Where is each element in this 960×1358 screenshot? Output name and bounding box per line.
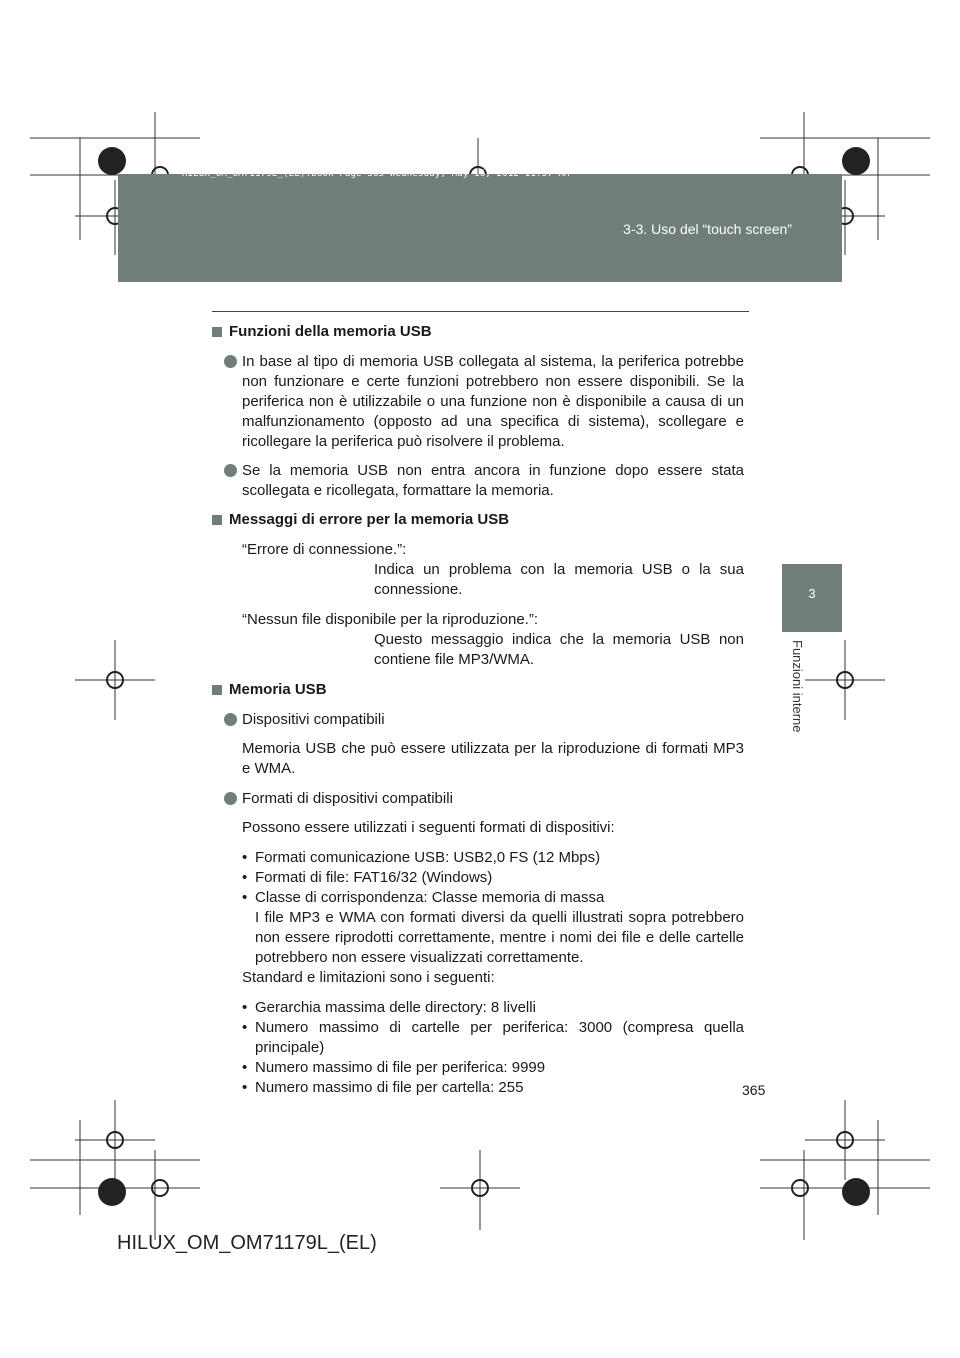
list-item: • Numero massimo di file per cartella: 255 [242,1079,524,1096]
chapter-label: Funzioni interne [790,640,805,733]
round-bullet-icon [224,464,237,477]
error-message: “Nessun file disponibile per la riproduzione.”: [242,611,538,628]
list-item: • Numero massimo di file per periferica: 9999 [242,1059,546,1076]
round-bullet-icon [224,713,237,726]
divider [212,311,749,312]
square-bullet-icon [212,515,222,525]
heading-usb-functions: Funzioni della memoria USB [212,322,744,342]
chapter-tab: 3 [782,564,842,632]
bullet-item: Dispositivi compatibili [212,710,744,730]
page-number: 365 [742,1082,766,1098]
manual-code: HILUX_OM_OM71179L_(EL) [117,1232,377,1254]
list-item: • Numero massimo di cartelle per periferica: 3000 (compresa quella principale) [242,1019,744,1056]
paragraph: Memoria USB che può essere utilizzata per la riproduzione di formati MP3 e WMA. [242,740,744,777]
list-item: • Formati comunicazione USB: USB2,0 FS (12 Mbps) [242,849,601,866]
bullet-item: Formati di dispositivi compatibili [212,789,744,809]
heading-usb-memory: Memoria USB [212,680,744,700]
list-item: • Gerarchia massima delle directory: 8 livelli [242,999,536,1016]
heading-errors: Messaggi di errore per la memoria USB [212,510,744,530]
paragraph: Possono essere utilizzati i seguenti formati di dispositivi: [242,819,615,836]
error-message: “Errore di connessione.”: [242,541,407,558]
section-title: 3-3. Uso del “touch screen” [623,221,792,237]
error-description: Indica un problema con la memoria USB o la sua connessione. [374,561,744,598]
paragraph: Standard e limitazioni sono i seguenti: [242,969,495,986]
list-item: • Formati di file: FAT16/32 (Windows) [242,869,493,886]
limits-list [212,998,744,1098]
book-stamp: HILUX_OM_OM71179L_(EL).book Page 365 Wednesday, May 16, 2012 11:37 AM [182,169,570,179]
list-note: I file MP3 e WMA con formati diversi da quelli illustrati sopra potrebbero non essere riprodotti correttamente, mentre i nomi dei file e delle cartelle potrebbero non essere visualizzati correttamente. [255,909,744,966]
page-content [212,322,744,1108]
error-description: Questo messaggio indica che la memoria USB non contiene file MP3/WMA. [374,631,744,668]
list-item: • Classe di corrispondenza: Classe memoria di massa [242,889,605,906]
square-bullet-icon [212,327,222,337]
round-bullet-icon [224,355,237,368]
square-bullet-icon [212,685,222,695]
bullet-item: In base al tipo di memoria USB collegata al sistema, la periferica potrebbe non funzionare e certe funzioni potrebbero non essere disponibili. Se la periferica non è utilizzabile o una funzione non è disponibile a causa di un malfunzionamento (opposto ad una specifica di sistema), scollegare e ricollegare la periferica può risolvere il problema. [212,352,744,452]
round-bullet-icon [224,792,237,805]
bullet-item: Se la memoria USB non entra ancora in funzione dopo essere stata scollegata e ricollegata, formattare la memoria. [212,461,744,501]
formats-list [212,848,744,968]
